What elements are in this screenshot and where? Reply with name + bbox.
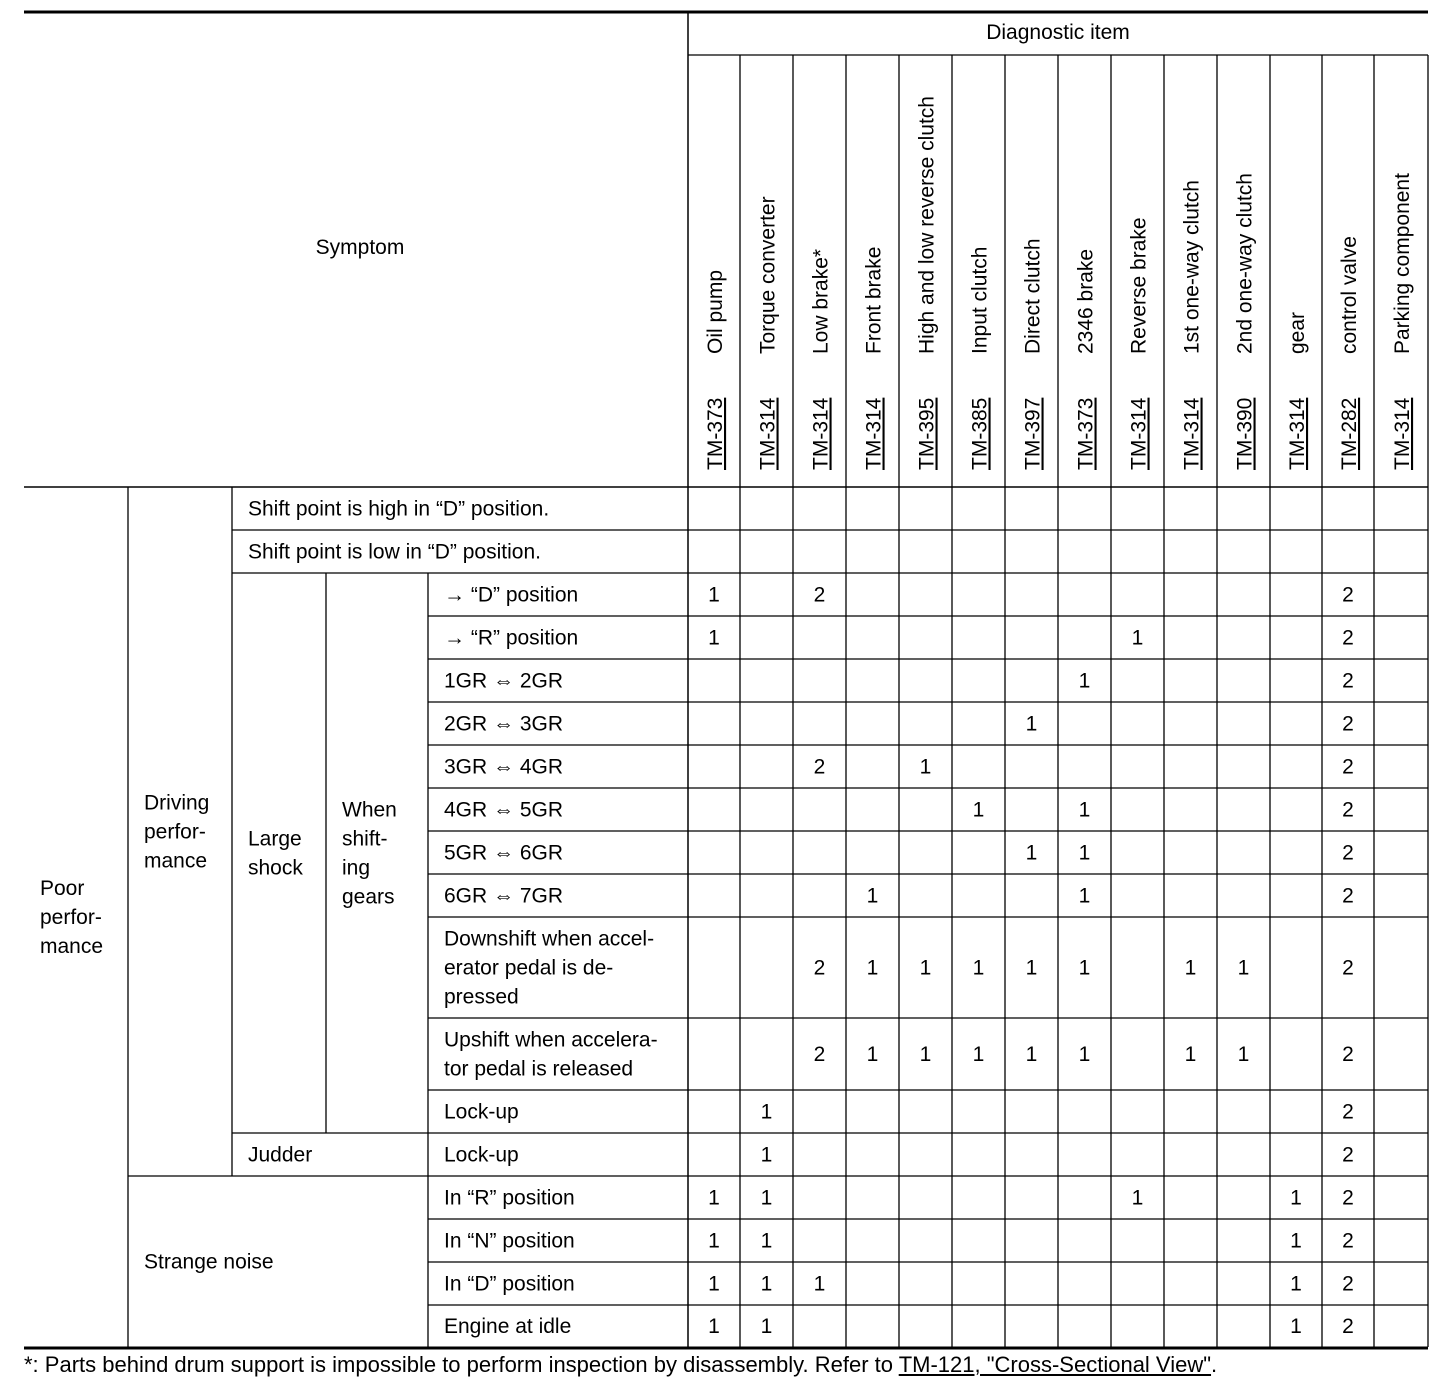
value-cell: 2 <box>1342 712 1354 736</box>
group-label-when-shifting: ing <box>342 856 371 880</box>
row-label: Lock-up <box>444 1143 519 1167</box>
column-ref-link[interactable]: TM-314 <box>756 397 780 470</box>
row-label: → “R” position <box>444 626 579 650</box>
value-cell: 2 <box>1342 1186 1354 1210</box>
column-name: Reverse brake <box>1127 217 1151 354</box>
value-cell: 1 <box>866 1043 879 1066</box>
value-cell: 1 <box>1025 1043 1038 1066</box>
value-cell: 1 <box>708 583 720 607</box>
group-label-poor-performance: mance <box>40 935 104 958</box>
row-label: tor pedal is released <box>444 1057 634 1081</box>
value-cell: 1 <box>1131 1186 1144 1210</box>
value-cell: 2 <box>1342 1143 1354 1167</box>
footnote <box>24 1352 1217 1378</box>
value-cell: 1 <box>708 626 720 650</box>
row-label: Shift point is high in “D” position. <box>248 497 550 521</box>
row-label: Shift point is low in “D” position. <box>248 540 541 564</box>
value-cell: 1 <box>1078 884 1091 908</box>
value-cell: 1 <box>1025 956 1038 980</box>
group-label-strange-noise: Strange noise <box>144 1250 274 1274</box>
row-label: 4GR ⇔ 5GR <box>444 798 564 822</box>
row-label: Downshift when accel- <box>444 927 655 951</box>
value-cell: 2 <box>1342 1100 1354 1124</box>
row-label: erator pedal is de- <box>444 956 614 980</box>
column-name: control valve <box>1338 236 1361 354</box>
row-label: Engine at idle <box>444 1315 572 1338</box>
value-cell: 1 <box>760 1143 773 1167</box>
value-cell: 1 <box>1290 1186 1302 1210</box>
group-label-judder: Judder <box>248 1143 313 1167</box>
value-cell: 1 <box>813 1272 826 1296</box>
value-cell: 2 <box>1342 755 1354 779</box>
value-cell: 2 <box>1342 1043 1354 1066</box>
group-label-poor-performance: perfor- <box>40 906 102 929</box>
value-cell: 1 <box>972 1043 985 1066</box>
footnote-end: . <box>1211 1352 1218 1377</box>
value-cell: 2 <box>1342 841 1354 865</box>
group-label-when-shifting: gears <box>342 885 395 909</box>
column-name: 2346 brake <box>1074 248 1098 354</box>
column-ref-link[interactable]: TM-390 <box>1233 397 1257 470</box>
group-label-poor-performance: Poor <box>40 877 85 900</box>
value-cell: 1 <box>1290 1229 1302 1253</box>
column-name: Low brake* <box>809 248 833 354</box>
column-name: Parking component <box>1391 173 1414 354</box>
column-ref-link[interactable]: TM-385 <box>968 397 992 470</box>
row-label: 1GR ⇔ 2GR <box>444 669 564 693</box>
value-cell: 2 <box>1342 1272 1354 1296</box>
value-cell: 2 <box>1342 798 1354 822</box>
value-cell: 1 <box>708 1272 720 1296</box>
row-label: Lock-up <box>444 1100 519 1124</box>
column-ref-link[interactable]: TM-373 <box>704 397 727 470</box>
column-name: Front brake <box>862 246 886 354</box>
column-name: Oil pump <box>704 269 727 354</box>
value-cell: 1 <box>708 1315 720 1338</box>
column-ref-link[interactable]: TM-373 <box>1074 397 1098 470</box>
value-cell: 1 <box>866 884 879 908</box>
value-cell: 1 <box>708 1186 720 1210</box>
row-label: 3GR ⇔ 4GR <box>444 755 564 779</box>
footnote-text: *: Parts behind drum support is impossible to perform inspection by disassembly. Refer to <box>24 1352 899 1377</box>
value-cell: 1 <box>1078 841 1091 865</box>
value-cell: 1 <box>1078 1043 1091 1066</box>
column-name: High and low reverse clutch <box>915 96 939 354</box>
row-label: In “N” position <box>444 1229 575 1253</box>
row-label: In “R” position <box>444 1186 575 1210</box>
value-cell: 1 <box>1025 841 1038 865</box>
value-cell: 1 <box>1184 956 1197 980</box>
value-cell: 1 <box>1078 669 1091 693</box>
value-cell: 2 <box>813 956 826 980</box>
value-cell: 1 <box>708 1229 720 1253</box>
row-label: pressed <box>444 985 519 1009</box>
group-label-large-shock: shock <box>248 856 303 880</box>
value-cell: 2 <box>1342 1315 1354 1338</box>
group-label-when-shifting: shift- <box>342 827 388 851</box>
column-ref-link[interactable]: TM-314 <box>1127 397 1151 470</box>
value-cell: 2 <box>813 583 826 607</box>
value-cell: 2 <box>1342 626 1354 650</box>
value-cell: 1 <box>760 1100 773 1124</box>
group-label-driving-performance: perfor- <box>144 820 206 844</box>
value-cell: 1 <box>919 755 932 779</box>
row-label: Upshift when accelera- <box>444 1028 658 1052</box>
value-cell: 1 <box>1025 712 1038 736</box>
value-cell: 1 <box>760 1315 773 1338</box>
value-cell: 2 <box>813 1043 826 1066</box>
row-label: In “D” position <box>444 1272 575 1296</box>
value-cell: 2 <box>1342 884 1354 908</box>
column-name: gear <box>1286 311 1309 354</box>
group-label-driving-performance: mance <box>144 849 208 873</box>
row-label: 2GR ⇔ 3GR <box>444 712 564 736</box>
value-cell: 1 <box>760 1272 773 1296</box>
column-ref-link[interactable]: TM-282 <box>1338 397 1361 470</box>
group-label-driving-performance: Driving <box>144 791 210 815</box>
value-cell: 1 <box>1184 1043 1197 1066</box>
column-name: Torque converter <box>756 196 780 354</box>
column-ref-link[interactable]: TM-395 <box>915 397 939 470</box>
group-label-large-shock: Large <box>248 827 302 851</box>
column-name: 2nd one-way clutch <box>1233 173 1257 354</box>
column-ref-link[interactable]: TM-314 <box>809 397 833 470</box>
value-cell: 1 <box>866 956 879 980</box>
symptom-header: Symptom <box>315 236 405 259</box>
value-cell: 1 <box>1237 956 1250 980</box>
column-ref-link[interactable]: TM-314 <box>862 397 886 470</box>
value-cell: 1 <box>1290 1315 1302 1338</box>
group-label-when-shifting: When <box>342 798 397 822</box>
value-cell: 2 <box>1342 1229 1354 1253</box>
value-cell: 1 <box>919 956 932 980</box>
value-cell: 2 <box>1342 956 1354 980</box>
value-cell: 1 <box>1237 1043 1250 1066</box>
value-cell: 2 <box>1342 583 1354 607</box>
footnote-link[interactable]: TM-121, "Cross-Sectional View" <box>898 1352 1212 1377</box>
value-cell: 2 <box>1342 669 1354 693</box>
row-label: 6GR ⇔ 7GR <box>444 884 564 908</box>
column-name: Direct clutch <box>1021 238 1045 354</box>
row-label: → “D” position <box>444 583 579 607</box>
value-cell: 1 <box>972 798 985 822</box>
value-cell: 1 <box>919 1043 932 1066</box>
value-cell: 1 <box>760 1186 773 1210</box>
value-cell: 2 <box>813 755 826 779</box>
column-ref-link[interactable]: TM-314 <box>1180 397 1204 470</box>
column-ref-link[interactable]: TM-314 <box>1286 397 1309 470</box>
column-ref-link[interactable]: TM-314 <box>1391 397 1414 470</box>
value-cell: 1 <box>760 1229 773 1253</box>
value-cell: 1 <box>1078 798 1091 822</box>
value-cell: 1 <box>1078 956 1091 980</box>
column-ref-link[interactable]: TM-397 <box>1021 397 1045 470</box>
value-cell: 1 <box>1131 626 1144 650</box>
diagnostic-item-header: Diagnostic item <box>986 21 1130 44</box>
value-cell: 1 <box>972 956 985 980</box>
row-label: 5GR ⇔ 6GR <box>444 841 564 865</box>
column-name: 1st one-way clutch <box>1180 180 1204 354</box>
column-name: Input clutch <box>968 246 992 354</box>
value-cell: 1 <box>1290 1272 1302 1296</box>
